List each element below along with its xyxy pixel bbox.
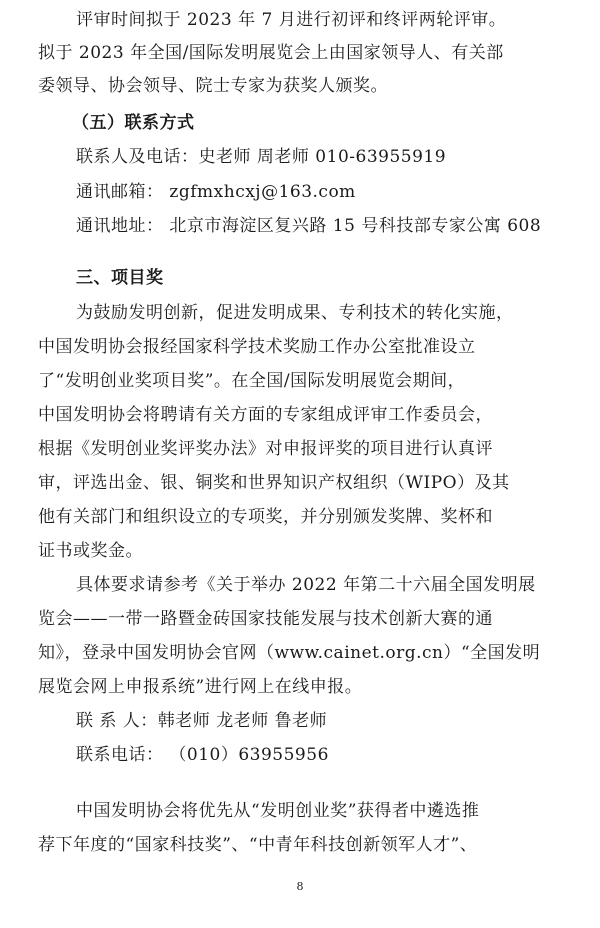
- text-line: 委领导、协会领导、院士专家为获奖人颁奖。: [38, 76, 388, 96]
- text-line: 具体要求请参考《关于举办 2022 年第二十六届全国发明展: [76, 575, 536, 595]
- text-line: 拟于 2023 年全国/国际发明展览会上由国家领导人、有关部: [38, 43, 504, 63]
- text-line: 中国发明协会报经国家科学技术奖励工作办公室批准设立: [38, 337, 476, 357]
- text-line: 证书或奖金。: [38, 541, 143, 561]
- email-line: 通讯邮箱： zgfmxhcxj@163.com: [76, 182, 356, 202]
- text-line: 中国发明协会将聘请有关方面的专家组成评审工作委员会，: [38, 405, 493, 425]
- contact-line: 联系人及电话：史老师 周老师 010-63955919: [76, 147, 447, 167]
- text-line: 为鼓励发明创新，促进发明成果、专利技术的转化实施，: [76, 303, 514, 323]
- page-number: 8: [296, 880, 304, 893]
- address-line: 通讯地址： 北京市海淀区复兴路 15 号科技部专家公寓 608: [76, 216, 542, 236]
- text-line: 荐下年度的“国家科技奖”、“中青年科技创新领军人才”、: [38, 835, 478, 855]
- text-line: 览会——一带一路暨金砖国家技能发展与技术创新大赛的通: [38, 609, 493, 629]
- text-line: 审，评选出金、银、铜奖和世界知识产权组织（WIPO）及其: [38, 473, 510, 493]
- text-line: 中国发明协会将优先从“发明创业奖”获得者中遴选推: [76, 801, 480, 821]
- text-line: 展览会网上申报系统”进行网上在线申报。: [38, 677, 363, 697]
- text-line: 根据《发明创业奖评奖办法》对申报评奖的项目进行认真评: [38, 439, 493, 459]
- text-line: 他有关部门和组织设立的专项奖，并分别颁发奖牌、奖杯和: [38, 507, 493, 527]
- phone-line: 联系电话： （010）63955956: [76, 745, 329, 765]
- section-heading: （五）联系方式: [72, 113, 195, 133]
- section-heading: 三、项目奖: [76, 268, 164, 288]
- text-line: 评审时间拟于 2023 年 7 月进行初评和终评两轮评审。: [76, 10, 507, 30]
- text-line: 了“发明创业奖项目奖”。在全国/国际发明展览会期间，: [38, 371, 466, 391]
- text-line: 知》，登录中国发明协会官网（www.cainet.org.cn）“全国发明: [38, 643, 541, 663]
- contact-line: 联 系 人：韩老师 龙老师 鲁老师: [76, 711, 328, 731]
